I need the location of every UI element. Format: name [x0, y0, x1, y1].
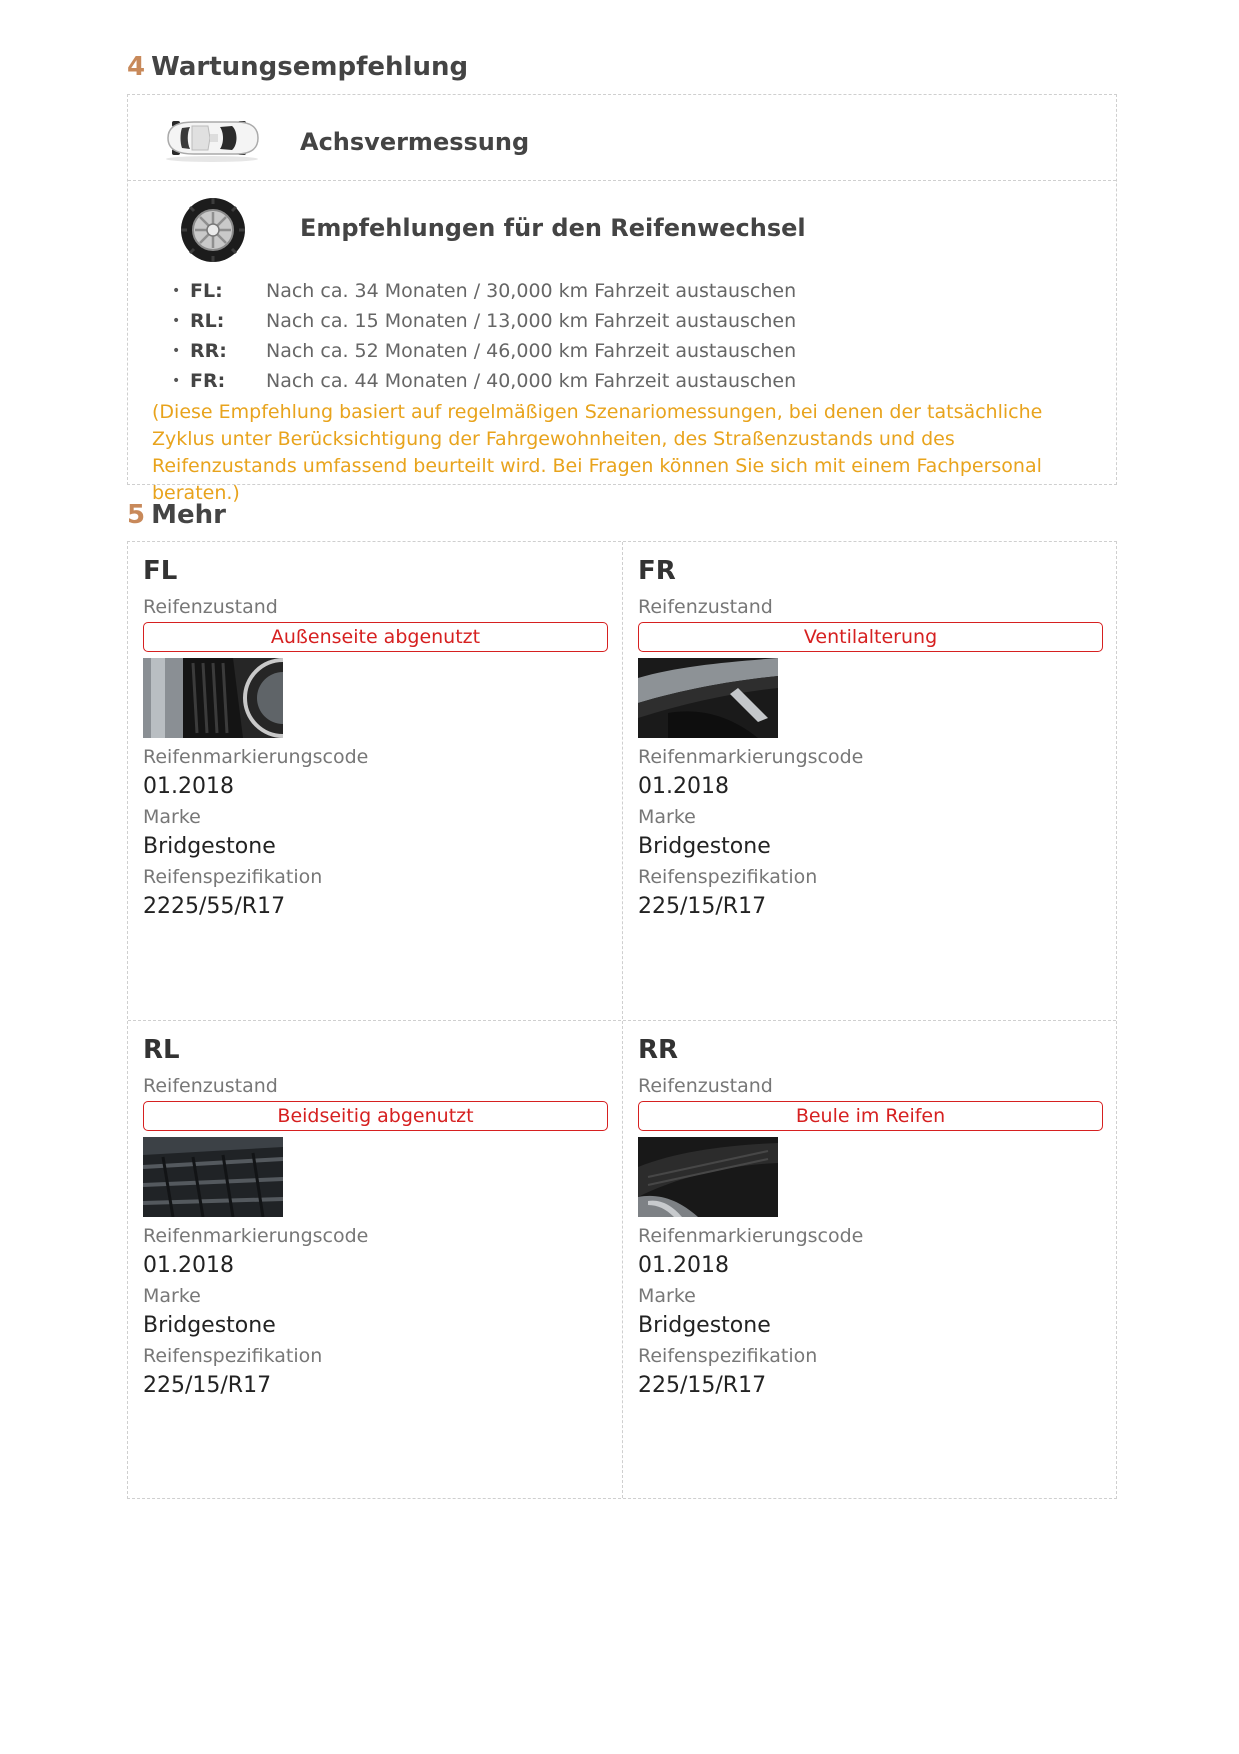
tire-card-fr: [623, 542, 1117, 1020]
tire-change-heading: Empfehlungen für den Reifenwechsel: [300, 214, 806, 242]
tire-card-rr: [623, 1021, 1117, 1499]
condition-label: Reifenzustand: [143, 1075, 278, 1097]
tire-card-fl: [128, 542, 622, 1020]
tire-photo: [143, 1137, 283, 1217]
section-title-text: Mehr: [151, 500, 226, 530]
section-title-text: Wartungsempfehlung: [151, 52, 469, 82]
condition-badge: Beule im Reifen: [638, 1101, 1103, 1131]
car-top-view-icon: [158, 113, 266, 163]
brand-value: Bridgestone: [143, 834, 276, 859]
alignment-row: [128, 95, 1116, 181]
tire-wheel-icon: [180, 197, 246, 263]
brand-value: Bridgestone: [638, 834, 771, 859]
condition-label: Reifenzustand: [143, 596, 278, 618]
bullet-icon: •: [172, 373, 181, 389]
recommendation-note: (Diese Empfehlung basiert auf regelmäßigen Szenariomessungen, bei denen der tatsächliche Zyklus unter Berücksichtigung der Fahrgewohnheiten, des Straßenzustands und des Reifenzustands umfassend beurteilt wird. Bei Fragen können Sie sich mit einem Fachpersonal beraten.): [152, 401, 1043, 504]
condition-badge: Außenseite abgenutzt: [143, 622, 608, 652]
tire-change-list: [172, 276, 796, 396]
brand-label: Marke: [638, 1285, 696, 1307]
code-value: 01.2018: [143, 774, 234, 799]
spec-label: Reifenspezifikation: [143, 866, 323, 888]
code-value: 01.2018: [638, 774, 729, 799]
spec-value: 225/15/R17: [638, 1373, 767, 1398]
tire-card-position: RL: [143, 1035, 180, 1065]
tire-photo: [143, 658, 283, 738]
tire-details-grid: [127, 541, 1117, 1499]
bullet-icon: •: [172, 283, 181, 299]
code-label: Reifenmarkierungscode: [638, 1225, 864, 1247]
condition-badge: Ventilalterung: [638, 622, 1103, 652]
alignment-heading: Achsvermessung: [300, 128, 530, 156]
code-label: Reifenmarkierungscode: [143, 746, 369, 768]
tire-position: FL:: [190, 280, 223, 302]
tire-position: RL:: [190, 310, 225, 332]
tire-change-text: Nach ca. 15 Monaten / 13,000 km Fahrzeit austauschen: [266, 310, 797, 332]
spec-value: 225/15/R17: [143, 1373, 272, 1398]
code-label: Reifenmarkierungscode: [638, 746, 864, 768]
bullet-icon: •: [172, 313, 181, 329]
tire-change-text: Nach ca. 34 Monaten / 30,000 km Fahrzeit austauschen: [266, 280, 797, 302]
list-item: [172, 276, 796, 306]
condition-badge: Beidseitig abgenutzt: [143, 1101, 608, 1131]
spec-label: Reifenspezifikation: [143, 1345, 323, 1367]
brand-label: Marke: [143, 1285, 201, 1307]
tire-position: FR:: [190, 370, 226, 392]
list-item: [172, 336, 796, 366]
brand-value: Bridgestone: [638, 1313, 771, 1338]
brand-label: Marke: [143, 806, 201, 828]
condition-label: Reifenzustand: [638, 596, 773, 618]
tire-card-position: FL: [143, 556, 178, 586]
section-number: 5: [127, 500, 146, 530]
spec-label: Reifenspezifikation: [638, 866, 818, 888]
tire-card-position: FR: [638, 556, 676, 586]
list-item: [172, 306, 796, 336]
code-value: 01.2018: [638, 1253, 729, 1278]
section-title-maintenance: [127, 52, 468, 82]
brand-label: Marke: [638, 806, 696, 828]
spec-label: Reifenspezifikation: [638, 1345, 818, 1367]
spec-value: 225/15/R17: [638, 894, 767, 919]
tire-photo: [638, 1137, 778, 1217]
bullet-icon: •: [172, 343, 181, 359]
tire-photo: [638, 658, 778, 738]
section-title-more: [127, 500, 226, 530]
tire-card-position: RR: [638, 1035, 679, 1065]
tire-change-text: Nach ca. 52 Monaten / 46,000 km Fahrzeit austauschen: [266, 340, 797, 362]
code-label: Reifenmarkierungscode: [143, 1225, 369, 1247]
list-item: [172, 366, 796, 396]
brand-value: Bridgestone: [143, 1313, 276, 1338]
code-value: 01.2018: [143, 1253, 234, 1278]
maintenance-box: [127, 94, 1117, 504]
spec-value: 2225/55/R17: [143, 894, 286, 919]
condition-label: Reifenzustand: [638, 1075, 773, 1097]
section-number: 4: [127, 52, 146, 82]
tire-card-rl: [128, 1021, 622, 1499]
tire-change-text: Nach ca. 44 Monaten / 40,000 km Fahrzeit austauschen: [266, 370, 797, 392]
tire-position: RR:: [190, 340, 227, 362]
